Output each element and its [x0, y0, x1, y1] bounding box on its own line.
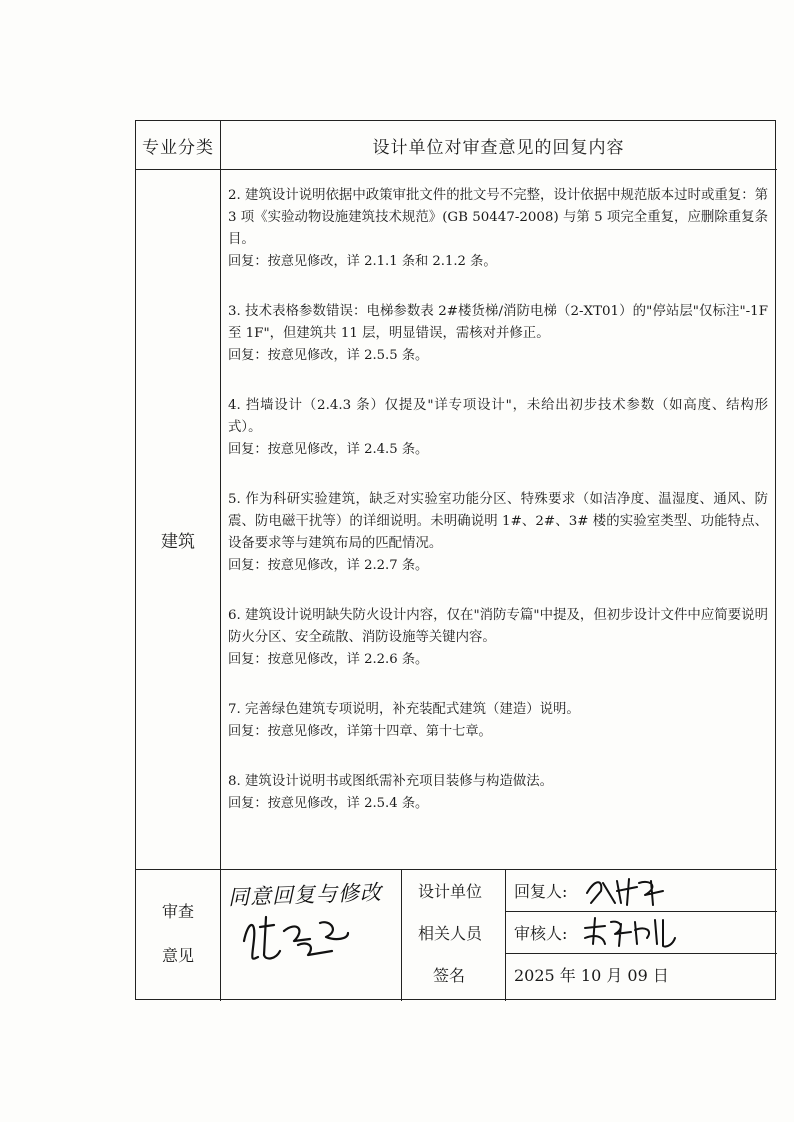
issue-text: 6. 建筑设计说明缺失防火设计内容，仅在"消防专篇"中提及，但初步设计文件中应简要说明防火分区、安全疏散、消防设施等关键内容。: [228, 608, 768, 645]
signature-col-divider-1: [401, 869, 402, 1001]
design-unit-label: 设计单位: [418, 882, 483, 901]
signature-row-divider-1: [505, 911, 777, 912]
review-opinion-handwritten: 同意回复与修改: [227, 880, 383, 910]
review-item: [228, 771, 768, 815]
header-divider: [136, 169, 777, 170]
reply-text: 回复：按意见修改，详第十四章、第十七章。: [228, 724, 492, 739]
related-staff-label: 相关人员: [418, 924, 483, 943]
reply-person-signature: [581, 873, 671, 909]
review-item: [228, 699, 768, 743]
signature-divider: [136, 869, 777, 870]
checker-label: 审核人:: [514, 924, 568, 943]
issue-text: 7. 完善绿色建筑专项说明，补充装配式建筑（建造）说明。: [228, 702, 580, 717]
reviewer-signature: [236, 911, 356, 971]
checker-signature: [581, 914, 681, 950]
reply-text: 回复：按意见修改，详 2.2.7 条。: [228, 558, 429, 573]
review-opinion-label: [136, 869, 220, 999]
review-item: [228, 301, 768, 367]
signature-col-divider-2: [505, 869, 506, 1001]
reply-text: 回复：按意见修改，详 2.5.5 条。: [228, 348, 429, 363]
reply-text: 回复：按意见修改，详 2.5.4 条。: [228, 796, 429, 811]
review-label-line-2: 意见: [161, 946, 194, 965]
issue-text: 5. 作为科研实验建筑，缺乏对实验室功能分区、特殊要求（如洁净度、温湿度、通风、防震、防电磁干扰等）的详细说明。未明确说明 1#、2#、3# 楼的实验室类型、功能特点、设备要求等与建筑布局的匹配情况。: [228, 492, 768, 551]
review-item: [228, 489, 768, 577]
reply-text: 回复：按意见修改，详 2.1.1 条和 2.1.2 条。: [228, 254, 497, 269]
header-category: 专业分类: [142, 137, 214, 158]
issue-text: 2. 建筑设计说明依据中政策审批文件的批文号不完整，设计依据中规范版本过时或重复：第 3 项《实验动物设施建筑技术规范》(GB 50447-2008) 与第 5 项完全重复，应删除重复条目。: [228, 188, 768, 247]
signature-label: 签名: [433, 966, 466, 985]
review-item: [228, 605, 768, 671]
reply-text: 回复：按意见修改，详 2.4.5 条。: [228, 442, 429, 457]
review-item: [228, 185, 768, 273]
review-item: [228, 395, 768, 461]
review-label-line-1: 审查: [161, 902, 194, 921]
header-content: 设计单位对审查意见的回复内容: [372, 137, 625, 158]
issue-text: 4. 挡墙设计（2.4.3 条）仅提及"详专项设计"，未给出初步技术参数（如高度、结构形式）。: [228, 398, 768, 435]
reply-content: [228, 185, 768, 815]
review-table: [135, 120, 776, 1000]
signature-date: 2025 年 10 月 09 日: [514, 966, 669, 985]
category-label: 建筑: [161, 531, 195, 552]
signature-row-divider-2: [505, 953, 777, 954]
reply-person-label: 回复人:: [514, 882, 568, 901]
issue-text: 8. 建筑设计说明书或图纸需补充项目装修与构造做法。: [228, 774, 554, 789]
issue-text: 3. 技术表格参数错误：电梯参数表 2#楼货梯/消防电梯（2-XT01）的"停站层"仅标注"-1F 至 1F"，但建筑共 11 层，明显错误，需核对并修正。: [228, 304, 768, 341]
reply-text: 回复：按意见修改，详 2.2.6 条。: [228, 652, 429, 667]
